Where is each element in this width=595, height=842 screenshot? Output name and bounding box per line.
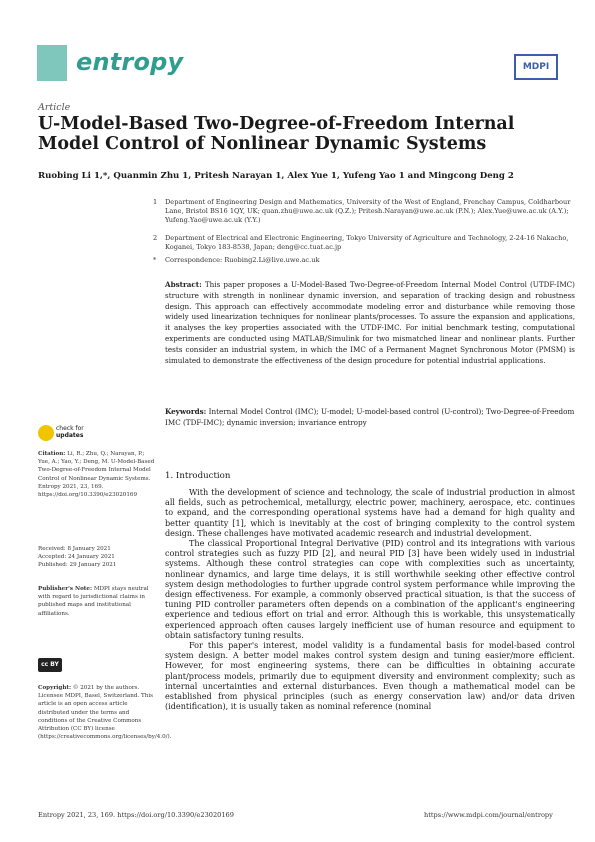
publisher-note-text: MDPI stays neutral with regard to jurisdictional claims in published maps and institutional affiliations.	[38, 586, 149, 617]
paragraph: With the development of science and technology, the scale of industrial production in almost all fields, such as petrochemical, metallurgy, electric power, machinery, aerospace, etc. continues to expand, and the corresponding operational systems have had a demand for high quality and better quantity [1], which is inevitably at the cost of bringing complexity to the control system design. These challenges have motivated academic research and industrial development.	[165, 487, 575, 538]
citation	[38, 450, 156, 499]
affiliation-text: Department of Engineering Design and Mathematics, University of the West of England, Frenchay Campus, Coldharbour Lane, Bristol BS16 1QY, UK; quan.zhu@uwe.ac.uk (Q.Z.); Pritesh.Narayan@uwe.ac.uk (P.N.); Alex.Yue@uwe.ac.uk (A.Y.); Yufeng.Yao@uwe.ac.uk (Y.Y.)	[165, 198, 571, 224]
keywords-label: Keywords:	[165, 407, 207, 416]
published-date: Published: 29 January 2021	[38, 562, 117, 569]
dates	[38, 545, 156, 570]
abstract-label: Abstract:	[165, 280, 202, 289]
affiliation-number: 2	[153, 234, 158, 242]
keywords-text: Internal Model Control (IMC); U-model; U-model-based control (U-control); Two-Degree-of-Freedom IMC (TDF-IMC); dynamic inversion; invariance entropy	[165, 407, 575, 427]
check-updates-line2: updates	[56, 431, 84, 439]
paper-title: U-Model-Based Two-Degree-of-Freedom Internal Model Control of Nonlinear Dynamic Systems	[38, 114, 515, 154]
correspondence-text: Correspondence: Ruobing2.Li@live.uwe.ac.uk	[165, 256, 320, 264]
copyright-label: Copyright:	[38, 685, 72, 691]
affiliation-1	[153, 198, 575, 225]
citation-label: Citation:	[38, 451, 66, 457]
affiliation-text: Department of Electrical and Electronic Engineering, Tokyo University of Agriculture and Technology, 2-24-16 Nakacho, Koganei, Tokyo 183-8538, Japan; deng@cc.tuat.ac.jp	[165, 234, 569, 251]
footer-citation[interactable]: Entropy 2021, 23, 169. https://doi.org/10.3390/e23020169	[38, 811, 234, 819]
publisher-note-label: Publisher's Note:	[38, 586, 93, 592]
copyright-text: © 2021 by the authors. Licensee MDPI, Basel, Switzerland. This article is an open access article distributed under the terms and conditions of the Creative Commons Attribution (CC BY) license (https://creativecommons.org/licenses/by/4.0/).	[38, 685, 172, 741]
affiliation-number: 1	[153, 198, 158, 206]
paragraph: The classical Proportional Integral Derivative (PID) control and its integrations with various control strategies such as fuzzy PID [2], and neural PID [3] have been widely used in industrial systems. Although these control strategies can cope with complexities such as uncertainty, nonlinear dynamics, and large time delays, it is still worthwhile seeking other effective control system design methodologies to further upgrade control system performance while improving the design effectiveness. For example, a commonly observed practical situation, is that the success of tuning PID controller parameters often depends on a combination of the applicant's engineering experience and tedious effort on trial and error. Although this is workable, this unsystematically experienced approach often causes largely inefficient use of human resource and equipment to obtain satisfactory tuning results.	[165, 538, 575, 640]
section-heading: 1. Introduction	[165, 471, 231, 481]
received-date: Received: 8 January 2021	[38, 546, 111, 552]
check-updates-line1: check for	[56, 425, 84, 432]
copyright	[38, 684, 172, 741]
article-type: Article	[38, 102, 71, 113]
journal-logo-icon	[37, 45, 67, 81]
footer-journal-url[interactable]: https://www.mdpi.com/journal/entropy	[424, 811, 553, 819]
cc-license-icon[interactable]: cc BY	[38, 658, 62, 672]
publisher-logo[interactable]: MDPI	[514, 54, 558, 80]
check-for-updates[interactable]	[56, 426, 84, 439]
affiliation-number: *	[153, 256, 157, 264]
affiliation-2	[153, 234, 575, 252]
accepted-date: Accepted: 24 January 2021	[38, 554, 115, 561]
keywords	[165, 407, 575, 429]
abstract	[165, 280, 575, 366]
abstract-text: This paper proposes a U-Model-Based Two-Degree-of-Freedom Internal Model Control (UTDF-IMC) structure with strength in nonlinear dynamic inversion, and separation of tracking design and robustness design. This approach can effectively accommodate modeling error and disturbance while removing those widely used linearization techniques for nonlinear plants/processes. To assure the expansion and applications, it analyses the key properties associated with the UTDF-IMC. For initial benchmark testing, computational experiments are conducted using MATLAB/Simulink for two mismatched linear and nonlinear plants. Further tests consider an industrial system, in which the IMC of a Permanent Magnet Synchronous Motor (PMSM) is simulated to demonstrate the effectiveness of the design procedure for potential industrial applications.	[165, 280, 575, 365]
journal-name[interactable]: entropy	[76, 48, 184, 76]
body-text	[165, 487, 575, 711]
correspondence	[153, 256, 575, 265]
paragraph: For this paper's interest, model validity is a fundamental basis for model-based control system design. A better model makes control system design and tuning easier/more efficient. However, for most engineering systems, there can be difficulties in obtaining accurate plant/process models, primarily due to equipment diversity and environment complexity; such as internal uncertainties and external disturbances. Even though a mathematical model can be established from physical principles (such as energy conservation law) and/or data driven (identification), it is usually taken as nominal reference (nominal	[165, 640, 575, 712]
publisher-note	[38, 585, 156, 618]
citation-text[interactable]: Li, R.; Zhu, Q.; Narayan, P.; Yue, A.; Yao, Y.; Deng, M. U-Model-Based Two-Degree-of-Freedom Internal Model Control of Nonlinear Dynamic Systems. Entropy 2021, 23, 169. https://doi.org/10.3390/e23020169	[38, 451, 155, 499]
author-list: Ruobing Li 1,*, Quanmin Zhu 1, Pritesh Narayan 1, Alex Yue 1, Yufeng Yao 1 and Mingcong Deng 2	[38, 171, 514, 181]
check-for-updates-icon[interactable]	[38, 425, 54, 441]
